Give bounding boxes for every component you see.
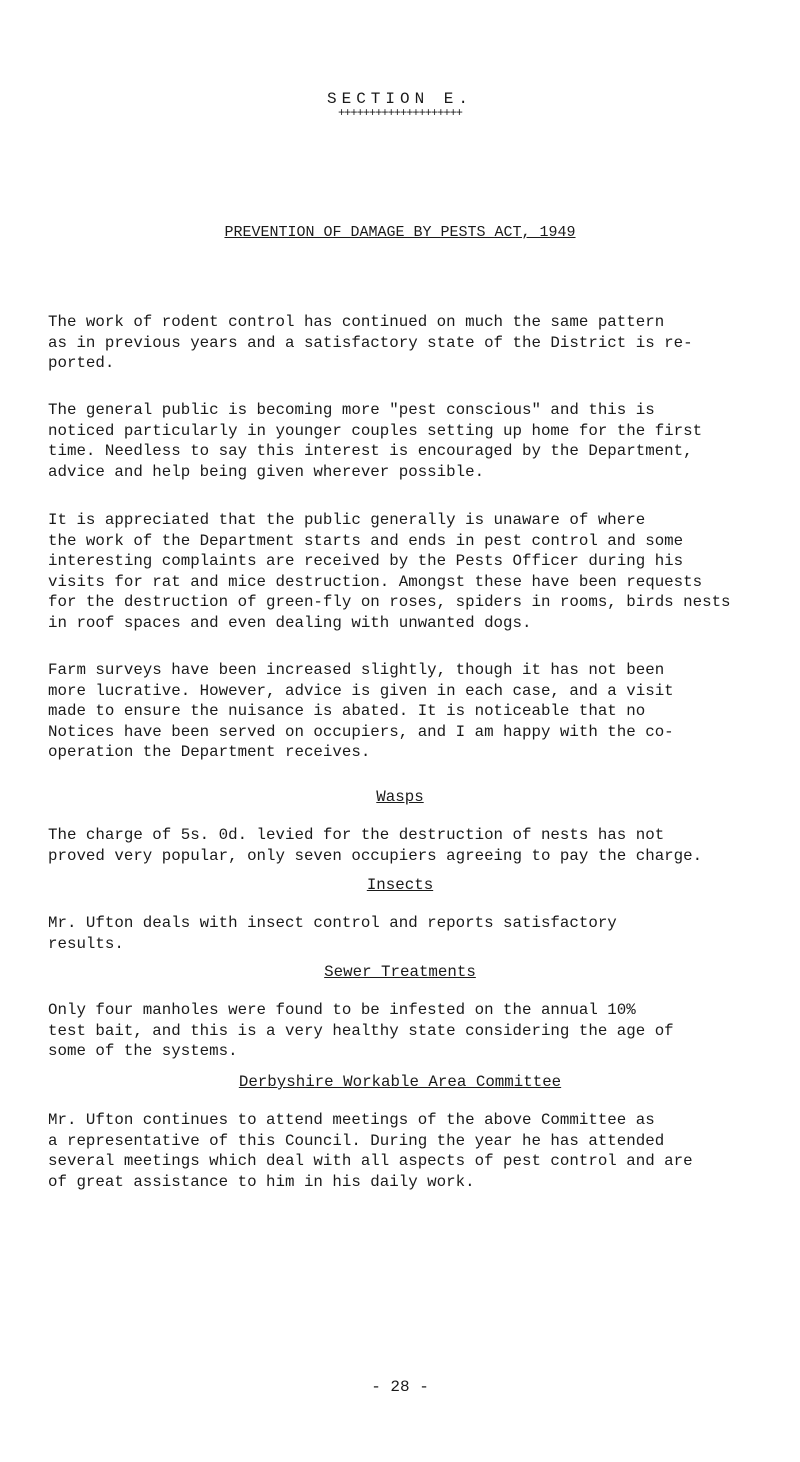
- paragraph-line: made to ensure the nuisance is abated. It is noticeable that no: [48, 702, 646, 720]
- paragraph-line: visits for rat and mice destruction. Amongst these have been requests: [48, 572, 703, 591]
- paragraph-line: more lucrative. However, advice is given in each case, and a visit: [48, 681, 674, 700]
- paragraph-4: [48, 660, 768, 763]
- paragraph-3: [48, 510, 768, 633]
- paragraph-line: It is appreciated that the public generally is unaware of where: [48, 511, 646, 529]
- paragraph-line: for the destruction of green-fly on roses, spiders in rooms, birds nests: [48, 593, 731, 611]
- paragraph-line: time. Needless to say this interest is encouraged by the Department,: [48, 442, 693, 460]
- subheading-wasps: Wasps: [376, 788, 424, 806]
- paragraph-wasps: [48, 825, 768, 866]
- paragraph-insects: [48, 913, 768, 954]
- act-title: PREVENTION OF DAMAGE BY PESTS ACT, 1949: [224, 224, 576, 241]
- paragraph-line: results.: [48, 934, 124, 953]
- paragraph-line: interesting complaints are received by the Pests Officer during his: [48, 552, 684, 570]
- paragraph-line: ported.: [48, 354, 115, 372]
- paragraph-line: Mr. Ufton continues to attend meetings of the above Committee as: [48, 1111, 655, 1129]
- subheading-insects: Insects: [366, 876, 434, 894]
- paragraph-line: Farm surveys have been increased slightly, though it has not been: [48, 661, 665, 679]
- paragraph-line: The charge of 5s. 0d. levied for the destruction of nests has not: [48, 826, 665, 844]
- paragraph-sewer-treatments: [48, 1000, 768, 1062]
- section-title: SECTION E.: [326, 90, 473, 108]
- paragraph-line: The general public is becoming more "pest conscious" and this is: [48, 401, 655, 419]
- paragraph-line: test bait, and this is a very healthy state considering the age of: [48, 1021, 674, 1040]
- paragraph-line: several meetings which deal with all aspects of pest control and are: [48, 1152, 693, 1170]
- paragraph-line: Mr. Ufton deals with insect control and reports satisfactory: [48, 914, 617, 932]
- paragraph-line: proved very popular, only seven occupiers agreeing to pay the charge.: [48, 846, 703, 865]
- paragraph-line: in roof spaces and even dealing with unwanted dogs.: [48, 613, 532, 632]
- subheading-sewer-treatments: Sewer Treatments: [324, 963, 476, 981]
- paragraph-line: some of the systems.: [48, 1042, 238, 1060]
- paragraph-line: advice and help being given wherever possible.: [48, 462, 485, 481]
- paragraph-line: Only four manholes were found to be infested on the annual 10%: [48, 1001, 636, 1019]
- paragraph-1: [48, 312, 768, 374]
- paragraph-line: Notices have been served on occupiers, and I am happy with the co-: [48, 722, 674, 741]
- paragraph-line: the work of the Department starts and ends in pest control and some: [48, 531, 684, 550]
- paragraph-line: as in previous years and a satisfactory state of the District is re-: [48, 333, 693, 352]
- paragraph-line: a representative of this Council. During the year he has attended: [48, 1131, 665, 1150]
- paragraph-line: operation the Department receives.: [48, 743, 371, 761]
- section-rule: ++++++++++++++++++++: [337, 106, 463, 120]
- paragraph-line: The work of rodent control has continued on much the same pattern: [48, 313, 665, 331]
- subheading-derbyshire-committee: Derbyshire Workable Area Committee: [238, 1073, 562, 1091]
- paragraph-derbyshire-committee: [48, 1110, 768, 1192]
- paragraph-2: [48, 400, 768, 482]
- paragraph-line: noticed particularly in younger couples setting up home for the first: [48, 421, 703, 440]
- page-number: - 28 -: [371, 1378, 429, 1396]
- paragraph-line: of great assistance to him in his daily work.: [48, 1172, 475, 1191]
